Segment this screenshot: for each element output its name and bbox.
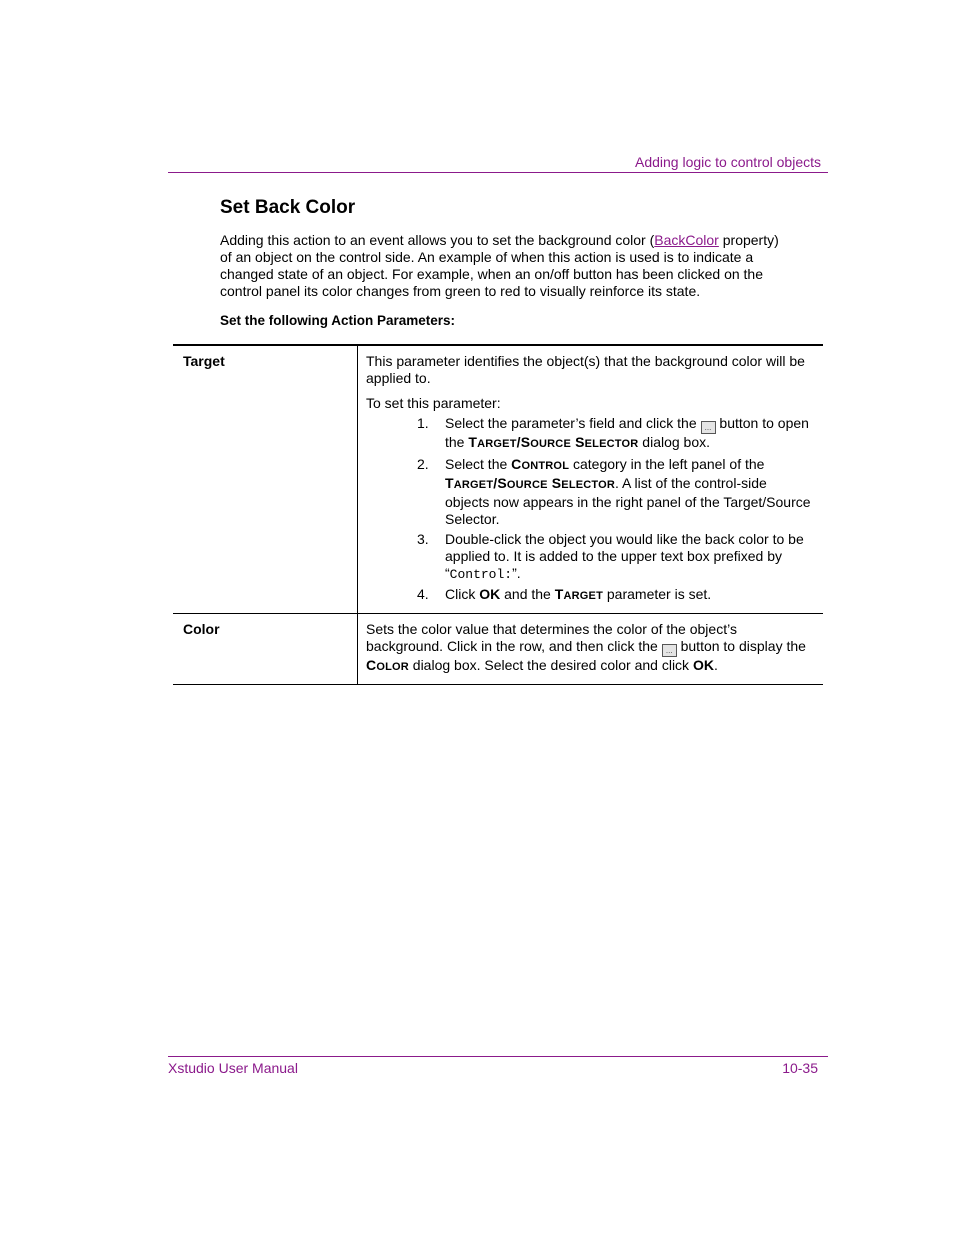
list-item xyxy=(366,586,813,605)
param-label-target: Target xyxy=(173,345,358,614)
target-howto: To set this parameter: xyxy=(366,395,501,411)
control-term: CONTROL xyxy=(511,456,570,472)
target-source-selector-term: TARGET/SOURCE SELECTOR xyxy=(445,475,616,491)
running-header: Adding logic to control objects xyxy=(635,154,821,170)
intro-text-after: property) of an object on the control side. An example of when this action is used is to indicate a changed state of an object. For example, when an on/off button has been clicked on the control panel its color changes from green to red to visually reinforce its state. xyxy=(220,232,779,299)
color-text: dialog box. Select the desired color and click xyxy=(408,657,693,673)
list-item xyxy=(366,456,813,528)
step-text: parameter is set. xyxy=(603,586,712,602)
list-item xyxy=(366,531,813,583)
step-text: Select the xyxy=(445,456,512,472)
action-parameters-table xyxy=(173,344,823,685)
param-desc-target xyxy=(358,345,824,614)
step-number: 1. xyxy=(417,415,429,431)
color-dialog-term: COLOR xyxy=(366,657,409,673)
step-text: Click xyxy=(445,586,480,602)
step-number: 4. xyxy=(417,586,429,602)
table-row-target xyxy=(173,345,823,614)
step-text: and the xyxy=(500,586,555,602)
footer-rule xyxy=(168,1056,828,1057)
step-text: dialog box. xyxy=(638,434,711,450)
step-text: Select the parameter’s field and click the xyxy=(445,415,701,431)
target-term: TARGET xyxy=(554,586,603,602)
step-number: 3. xyxy=(417,531,429,547)
browse-button-icon: ... xyxy=(662,644,677,657)
code-control: Control: xyxy=(449,567,513,582)
step-text: category in the left panel of the xyxy=(569,456,765,472)
step-text: button to open the xyxy=(445,415,809,450)
color-text: button to display the xyxy=(676,638,806,654)
param-desc-color xyxy=(358,614,824,685)
backcolor-link[interactable]: BackColor xyxy=(654,232,719,248)
step-text: Double-click the object you would like the back color to be applied to. It is added to the upper text box prefixed by “ xyxy=(445,531,804,581)
footer-page-number: 10-35 xyxy=(782,1060,818,1076)
ok-term: OK xyxy=(479,586,501,602)
step-text: . A list of the control-side objects now appears in the right panel of the Target/Source Selector. xyxy=(445,475,811,527)
table-row-color xyxy=(173,614,823,685)
color-text: . xyxy=(713,657,718,673)
target-description: This parameter identifies the object(s) that the background color will be applied to. xyxy=(366,353,805,386)
footer-manual-title: Xstudio User Manual xyxy=(168,1060,298,1076)
header-rule xyxy=(168,172,828,173)
step-text: ”. xyxy=(512,565,521,581)
list-item xyxy=(366,415,813,453)
step-number: 2. xyxy=(417,456,429,472)
color-text: Sets the color value that determines the color of the object’s background. Click in the row, and then click the xyxy=(366,621,737,654)
param-label-color: Color xyxy=(173,614,358,685)
browse-button-icon: ... xyxy=(701,421,716,434)
intro-text-before: Adding this action to an event allows you to set the background color ( xyxy=(220,232,655,248)
target-source-selector-term: TARGET/SOURCE SELECTOR xyxy=(468,434,639,450)
section-title: Set Back Color xyxy=(220,197,356,218)
intro-paragraph xyxy=(220,232,780,300)
ok-term: OK xyxy=(692,657,714,673)
steps-list xyxy=(366,415,813,605)
params-heading: Set the following Action Parameters: xyxy=(220,313,456,328)
